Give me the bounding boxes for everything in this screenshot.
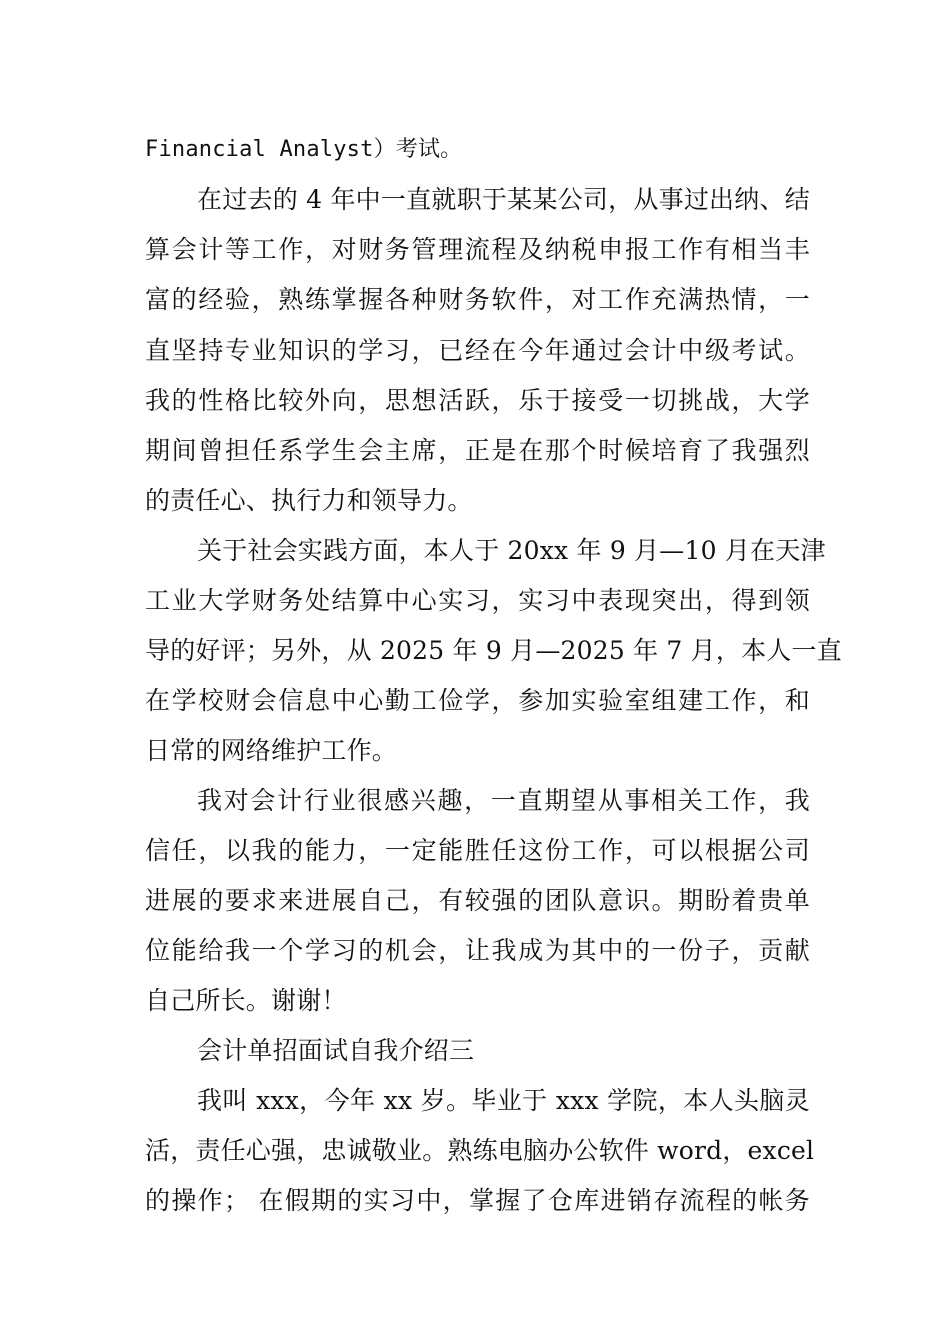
- section-heading: 会计单招面试自我介绍三: [197, 1036, 475, 1065]
- paragraph-line: 工业大学财务处结算中心实习，实习中表现突出，得到领: [145, 586, 810, 615]
- paragraph-line: 在过去的 4 年中一直就职于某某公司，从事过出纳、结: [197, 185, 810, 214]
- paragraph-line: 期间曾担任系学生会主席，正是在那个时候培育了我强烈: [145, 436, 810, 465]
- paragraph-line: 在学校财会信息中心勤工俭学，参加实验室组建工作，和: [145, 686, 810, 715]
- paragraph-line: 我叫 xxx，今年 xx 岁。毕业于 xxx 学院，本人头脑灵: [197, 1086, 810, 1115]
- paragraph-line: 的责任心、执行力和领导力。: [145, 486, 473, 515]
- paragraph-line: 活，责任心强，忠诚敬业。熟练电脑办公软件 word，excel: [145, 1136, 815, 1165]
- paragraph-line: 自己所长。谢谢！: [145, 986, 347, 1015]
- paragraph-line: 我的性格比较外向，思想活跃，乐于接受一切挑战，大学: [145, 386, 810, 415]
- paragraph-line: 直坚持专业知识的学习，已经在今年通过会计中级考试。: [145, 336, 810, 365]
- paragraph-line: 的操作； 在假期的实习中，掌握了仓库进销存流程的帐务: [145, 1186, 810, 1215]
- paragraph-line: 关于社会实践方面，本人于 20xx 年 9 月—10 月在天津: [197, 536, 826, 565]
- paragraph-line: 信任，以我的能力，一定能胜任这份工作，可以根据公司: [145, 836, 810, 865]
- paragraph-line: 富的经验，熟练掌握各种财务软件，对工作充满热情，一: [145, 285, 810, 314]
- paragraph-line: Financial Analyst）考试。: [145, 137, 463, 162]
- paragraph-line: 进展的要求来进展自己，有较强的团队意识。期盼着贵单: [145, 886, 810, 915]
- paragraph-line: 日常的网络维护工作。: [145, 736, 398, 765]
- paragraph-line: 位能给我一个学习的机会，让我成为其中的一份子，贡献: [145, 936, 810, 965]
- paragraph-line: 我对会计行业很感兴趣，一直期望从事相关工作，我: [197, 786, 810, 815]
- paragraph-line: 导的好评；另外，从 2025 年 9 月—2025 年 7 月，本人一直: [145, 636, 842, 665]
- paragraph-line: 算会计等工作，对财务管理流程及纳税申报工作有相当丰: [145, 235, 810, 264]
